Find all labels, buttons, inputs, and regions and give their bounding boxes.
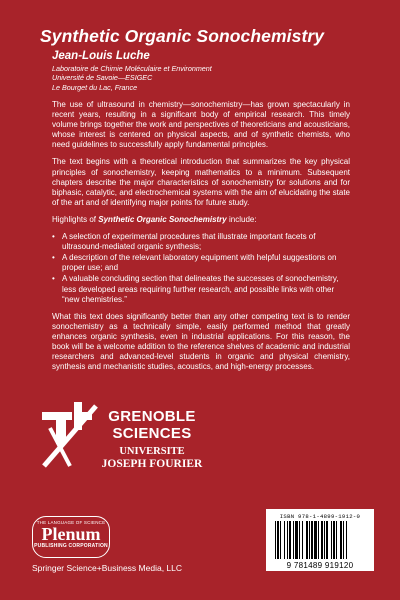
highlights-prefix: Highlights of — [52, 214, 97, 224]
barcode-bar — [333, 521, 335, 559]
affiliation-line: Université de Savoie—ESIGEC — [52, 73, 153, 83]
blurb-paragraph-3: What this text does significantly better than any other competing text is to render sonochemistry as a technically simple, easily performed method that greatly enhances organic synthesis, even in industrial applications. For this reason, the book will be a welcome addition to the reference shelves of academic and industrial researchers and advanced-level students in organic and physical chemistry, synthesis and mechanistic studies, acoustics, and high-energy processes. — [52, 311, 350, 372]
highlights-suffix: include: — [228, 214, 257, 224]
highlights-intro — [52, 215, 350, 225]
plenum-corporation: PUBLISHING CORPORATION — [34, 543, 108, 549]
barcode-bar — [326, 521, 328, 559]
author-name: Jean-Louis Luche — [52, 50, 150, 62]
barcode-bar — [318, 521, 319, 559]
barcode-bar — [289, 521, 291, 559]
highlights-book-title: Synthetic Organic Sonochemistry — [98, 214, 227, 224]
isbn-label: ISBN 978-1-4899-1912-0 — [279, 513, 361, 520]
blurb-paragraph-1: The use of ultrasound in chemistry—sonochemistry—has grown spectacularly in recent years, resulting in a significant body of empirical research. This timely volume brings together the work and perspectives of theoreticians and acousticians, whose interest is centered on physical aspects, and of synthetic chemists, who need guidelines to successfully apply fundamental principles. — [52, 100, 350, 150]
barcode-bar — [299, 521, 300, 559]
highlight-item: • A selection of experimental procedures that illustrate important facets of ultrasound-mediated organic synthesis; — [62, 232, 350, 252]
barcode-bar — [324, 521, 325, 559]
barcode-bar — [340, 521, 342, 559]
university-name — [78, 446, 226, 470]
isbn-digits: 9 781489 919120 — [286, 561, 354, 570]
barcode-bar — [306, 521, 308, 559]
blurb-paragraph-2: The text begins with a theoretical introduction that summarizes the key physical principles of sonochemistry, keeping mathematics to a minimum. Subsequent chapters describe the major characteristics of sonochemistry for solutions and for biphasic, catalytic, and electrochemical systems with the aim of elucidating the state of the art and of identifying major points for future study. — [52, 157, 350, 207]
barcode-bar — [321, 521, 323, 559]
blurb — [52, 100, 350, 379]
barcode-bar — [343, 521, 344, 559]
plenum-name: Plenum — [41, 524, 101, 544]
university-line-2: JOSEPH FOURIER — [101, 458, 203, 470]
barcode-bar — [309, 521, 310, 559]
series-name-line-1: GRENOBLE — [108, 408, 196, 425]
barcode-bar — [284, 521, 285, 559]
highlight-item: • A valuable concluding section that delineates the successes of sonochemistry, less developed areas requiring further research, and possible links with other “new chemistries.” — [62, 274, 350, 304]
barcode-bar — [287, 521, 288, 559]
barcode-bar — [302, 521, 303, 559]
series-name-line-2: SCIENCES — [112, 425, 192, 442]
highlights-list — [52, 232, 350, 305]
affiliation-line: Le Bourget du Lac, France — [52, 82, 138, 92]
barcode-bar — [275, 521, 276, 559]
isbn-barcode-box — [266, 509, 374, 571]
barcode-bar — [280, 521, 281, 559]
series-name — [78, 408, 226, 442]
publisher-name: Springer Science+Business Media, LLC — [32, 563, 183, 573]
highlight-item: • A description of the relevant laboratory equipment with helpful suggestions on proper use; and — [62, 253, 350, 273]
plenum-logo — [32, 516, 110, 558]
barcode-bar — [331, 521, 332, 559]
book-title: Synthetic Organic Sonochemistry — [40, 26, 325, 46]
barcode-bar — [311, 521, 313, 559]
barcode-icon — [274, 521, 370, 559]
author-affiliation — [52, 64, 212, 92]
barcode-bar — [277, 521, 279, 559]
plenum-tagline: THE LANGUAGE OF SCIENCE — [36, 520, 106, 525]
barcode-bar — [346, 521, 347, 559]
university-line-1: UNIVERSITE — [119, 446, 185, 457]
barcode-bar — [336, 521, 337, 559]
affiliation-line: Laboratoire de Chimie Moléculaire et Environment — [52, 64, 212, 73]
barcode-bar — [293, 521, 294, 559]
barcode-bar — [314, 521, 317, 559]
barcode-bar — [295, 521, 298, 559]
